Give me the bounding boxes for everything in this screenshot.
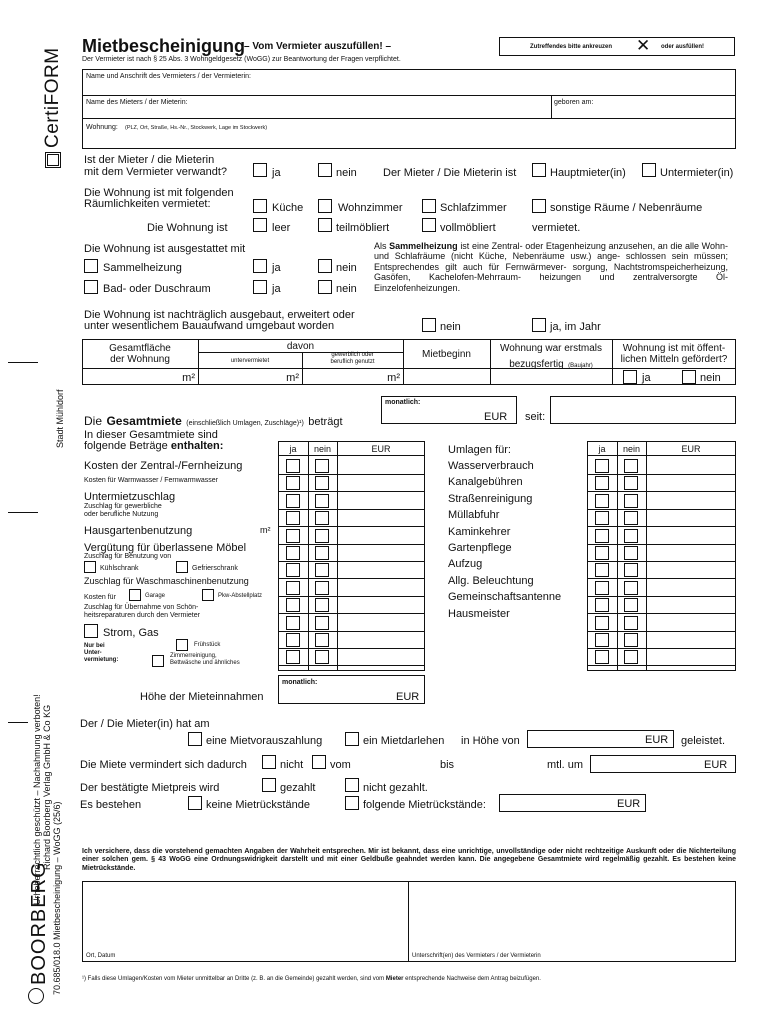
umlage-row-10-yes-checkbox[interactable] [595, 616, 609, 630]
sub-tenant-checkbox[interactable] [642, 163, 656, 177]
heating-no-checkbox[interactable] [318, 259, 332, 273]
total-area-unit: m² [182, 372, 195, 384]
left-cost-row-10-yes-checkbox[interactable] [286, 616, 300, 630]
flat-is-label: Die Wohnung ist [147, 222, 228, 234]
left-cost-row-9-no-checkbox[interactable] [315, 598, 329, 612]
cross-mark-icon: ✕ [636, 36, 651, 55]
rooms-question-1: Die Wohnung ist mit folgenden [84, 187, 234, 199]
copyright-note: Urheberrechtlich geschützt – Nachahmung verboten! [32, 694, 42, 905]
umlage-row-9-no-checkbox[interactable] [624, 598, 638, 612]
umlage-row-1-no-checkbox[interactable] [624, 459, 638, 473]
declaration-text: Ich versichere, dass die vorstehend gemachten Angaben der Wahrheit entsprechen. Mir ist bekannt, dass eine unrichtige, unvollständige oder nicht rechtzeitige Auskunft oder die Nichterteilung einer solchen gem. § 43 WoGG eine Ordnungswidrigkeit darstellt und mit einer Geldbuße geahndet werden kann. Die angegebene Gesamtmiete wird regelmäßig gezahlt. Es bestehen keine Mietrückstände. [82, 848, 736, 872]
umlage-row-8-yes-checkbox[interactable] [595, 581, 609, 595]
bath-checkbox[interactable] [84, 280, 98, 294]
form-subtitle: – Vom Vermieter auszufüllen! – [244, 41, 392, 52]
umlage-row-4-yes-checkbox[interactable] [595, 511, 609, 525]
reduced-from-checkbox[interactable] [312, 755, 326, 769]
no-arrears-checkbox[interactable] [188, 796, 202, 810]
place-date-field[interactable]: Ort, Datum [86, 953, 116, 959]
umlage-label: Müllabfuhr [448, 509, 500, 522]
empty-checkbox[interactable] [253, 218, 267, 232]
left-cost-row-5-no-checkbox[interactable] [315, 529, 329, 543]
left-cost-row-1-no-checkbox[interactable] [315, 459, 329, 473]
umlage-row-4-no-checkbox[interactable] [624, 511, 638, 525]
left-cost-row-2-yes-checkbox[interactable] [286, 476, 300, 490]
cost-heating: Kosten der Zentral-/Fernheizung [84, 460, 243, 472]
renovation-no-checkbox[interactable] [422, 318, 436, 332]
left-cost-row-10-no-checkbox[interactable] [315, 616, 329, 630]
public-funds-yes-checkbox[interactable] [623, 370, 637, 384]
umlage-label: Straßenreinigung [448, 492, 533, 505]
instruction-left: Zutreffendes bitte ankreuzen [530, 44, 613, 50]
heating-yes-checkbox[interactable] [253, 259, 267, 273]
form-title: Mietbescheinigung [82, 36, 246, 56]
rent-paid-checkbox[interactable] [262, 778, 276, 792]
landlord-signature-field[interactable]: Unterschrift(en) des Vermieters / der Vermieterin [412, 953, 541, 959]
left-cost-grid [278, 441, 425, 671]
footnote: ¹) Falls diese Umlagen/Kosten vom Mieter unmittelbar an Dritte (z. B. an die Gemeinde) gezahlt werden, sind vom Mieter entsprechende Nachweise dem Antrag beizufügen. [82, 976, 541, 982]
landlord-field[interactable]: Name und Anschrift des Vermieters / der Vermieterin: [86, 73, 251, 80]
signature-block [82, 881, 736, 962]
bedroom-checkbox[interactable] [422, 199, 436, 213]
relation-no-checkbox[interactable] [318, 163, 332, 177]
left-cost-row-8-no-checkbox[interactable] [315, 581, 329, 595]
umlage-row-2-yes-checkbox[interactable] [595, 476, 609, 490]
left-cost-row-2-no-checkbox[interactable] [315, 476, 329, 490]
umlage-row-1-yes-checkbox[interactable] [595, 459, 609, 473]
left-cost-row-9-yes-checkbox[interactable] [286, 598, 300, 612]
umlage-label: Gemeinschaftsantenne [448, 591, 562, 604]
umlage-label: Allg. Beleuchtung [448, 574, 534, 587]
heating-checkbox[interactable] [84, 259, 98, 273]
other-rooms-checkbox[interactable] [532, 199, 546, 213]
partly-furnished-checkbox[interactable] [318, 218, 332, 232]
umlage-row-3-yes-checkbox[interactable] [595, 494, 609, 508]
logo-squares-icon [45, 152, 61, 168]
loan-checkbox[interactable] [345, 732, 359, 746]
left-cost-row-6-no-checkbox[interactable] [315, 546, 329, 560]
umlage-label: Aufzug [448, 558, 483, 571]
renovation-yes-checkbox[interactable] [532, 318, 546, 332]
relation-question-2: mit dem Vermieter verwandt? [84, 166, 228, 178]
bath-yes-checkbox[interactable] [253, 280, 267, 294]
bath-no-checkbox[interactable] [318, 280, 332, 294]
flat-hint: (PLZ, Ort, Straße, Hs.-Nr., Stockwerk, Lage im Stockwerk) [125, 125, 268, 131]
umlage-row-11-no-checkbox[interactable] [624, 633, 638, 647]
umlage-row-12-no-checkbox[interactable] [624, 650, 638, 664]
form-number: 70.685/018.0 Mietbescheinigung – WoGG (25/6) [52, 801, 62, 995]
relation-yes-checkbox[interactable] [253, 163, 267, 177]
parking-checkbox[interactable] [202, 589, 214, 601]
tenant-is-label: Der Mieter / Die Mieterin ist [383, 167, 517, 179]
power-gas-checkbox[interactable] [84, 624, 98, 638]
fold-mark-bottom [8, 722, 28, 723]
umlage-row-2-no-checkbox[interactable] [624, 476, 638, 490]
umlage-row-11-yes-checkbox[interactable] [595, 633, 609, 647]
breakfast-checkbox[interactable] [176, 639, 188, 651]
fold-mark-middle [8, 512, 38, 513]
left-cost-row-11-yes-checkbox[interactable] [286, 633, 300, 647]
birthdate-field[interactable]: geboren am: [554, 99, 594, 106]
boorberg-logo: BOORBERG [28, 861, 50, 985]
publisher-note: Richard Boorberg Verlag GmbH & Co KG [42, 704, 52, 870]
total-rent-label: Die Gesamtmiete (einschließlich Umlagen, Zuschläge)¹) beträgt [84, 414, 343, 428]
legal-notice: Der Vermieter ist nach § 25 Abs. 3 Wohngeldgesetz (WoGG) zur Beantwortung der Fragen verpflichtet. [82, 56, 401, 63]
cost-furniture: Vergütung für überlassene Möbel [84, 542, 247, 554]
rent-not-paid-checkbox[interactable] [345, 778, 359, 792]
cost-warmwater: Kosten für Warmwasser / Fernwarmwasser [84, 477, 218, 484]
umlage-label: Hausmeister [448, 607, 510, 620]
freezer-checkbox[interactable] [176, 561, 188, 573]
fridge-checkbox[interactable] [84, 561, 96, 573]
instruction-right: oder ausfüllen! [661, 44, 705, 50]
umlage-row-7-yes-checkbox[interactable] [595, 563, 609, 577]
umlage-row-12-yes-checkbox[interactable] [595, 650, 609, 664]
right-cost-grid [587, 441, 736, 671]
prepayment-checkbox[interactable] [188, 732, 202, 746]
relation-question-1: Ist der Mieter / die Mieterin [84, 154, 215, 166]
main-tenant-checkbox[interactable] [532, 163, 546, 177]
umlage-label: Wasserverbrauch [448, 460, 534, 472]
umlage-row-10-no-checkbox[interactable] [624, 616, 638, 630]
fully-furnished-checkbox[interactable] [422, 218, 436, 232]
tenant-field[interactable]: Name des Mieters / der Mieterin: [86, 99, 188, 106]
rental-income-label: Höhe der Mieteinnahmen [140, 691, 264, 703]
stadt-label: Stadt Mühldorf [55, 389, 65, 448]
fold-mark-top [8, 362, 38, 363]
left-cost-row-5-yes-checkbox[interactable] [286, 529, 300, 543]
arrears-checkbox[interactable] [345, 796, 359, 810]
commercial-area-unit: m² [387, 372, 400, 384]
umlage-row-5-no-checkbox[interactable] [624, 529, 638, 543]
renovation-question-1: Die Wohnung ist nachträglich ausgebaut, erweitert oder [84, 309, 355, 321]
rooms-question-2: Räumlichkeiten vermietet: [84, 198, 211, 210]
rent-since-field[interactable] [550, 396, 736, 424]
umlage-label: Kanalgebühren [448, 476, 523, 489]
sublet-area-unit: m² [286, 372, 299, 384]
brand-logo: CertiFORM [42, 47, 64, 168]
left-cost-row-3-yes-checkbox[interactable] [286, 494, 300, 508]
umlage-row-6-yes-checkbox[interactable] [595, 546, 609, 560]
reduced-not-checkbox[interactable] [262, 755, 276, 769]
umlage-label: Kaminkehrer [448, 525, 511, 538]
left-cost-row-4-no-checkbox[interactable] [315, 511, 329, 525]
left-cost-row-4-yes-checkbox[interactable] [286, 511, 300, 525]
umlage-row-9-yes-checkbox[interactable] [595, 598, 609, 612]
boorberg-emblem-icon [28, 988, 44, 1004]
renovation-question-2: unter wesentlichem Bauaufwand umgebaut worden [84, 320, 335, 332]
left-cost-row-11-no-checkbox[interactable] [315, 633, 329, 647]
left-cost-row-6-yes-checkbox[interactable] [286, 546, 300, 560]
garage-checkbox[interactable] [129, 589, 141, 601]
cost-washer: Zuschlag für Waschmaschinenbenutzung [84, 576, 249, 586]
cleaning-checkbox[interactable] [152, 655, 164, 667]
left-cost-row-7-yes-checkbox[interactable] [286, 563, 300, 577]
flat-field[interactable]: Wohnung: [86, 124, 118, 131]
living-room-checkbox[interactable] [318, 199, 332, 213]
left-cost-row-12-yes-checkbox[interactable] [286, 650, 300, 664]
left-cost-row-12-no-checkbox[interactable] [315, 650, 329, 664]
equipment-question: Die Wohnung ist ausgestattet mit [84, 243, 246, 255]
left-cost-row-3-no-checkbox[interactable] [315, 494, 329, 508]
umlage-row-8-no-checkbox[interactable] [624, 581, 638, 595]
left-cost-row-1-yes-checkbox[interactable] [286, 459, 300, 473]
umlage-row-5-yes-checkbox[interactable] [595, 529, 609, 543]
umlage-row-7-no-checkbox[interactable] [624, 563, 638, 577]
heating-note: Als Sammelheizung ist eine Zentral- oder Etagenheizung anzusehen, an die alle Wohn- und Schlafräume (nicht Küche, Nebenräume usw.) ange- schlossen sein müssen; Entsprechendes gilt auch für Fernwärmever- sorgung, Nachtstromspeicherheizung, Gasöfen, Kachelofen-Mehrraum- heizungen und zentralversorgte Öl-Einzelofenheizungen. [374, 241, 728, 293]
kitchen-checkbox[interactable] [253, 199, 267, 213]
public-funds-no-checkbox[interactable] [682, 370, 696, 384]
cost-garden: Hausgartenbenutzung [84, 525, 193, 537]
umlage-row-6-no-checkbox[interactable] [624, 546, 638, 560]
left-cost-row-7-no-checkbox[interactable] [315, 563, 329, 577]
cost-sublet: Untermietzuschlag [84, 491, 176, 503]
left-cost-row-8-yes-checkbox[interactable] [286, 581, 300, 595]
address-block [82, 69, 736, 149]
umlage-label: Gartenpflege [448, 542, 512, 554]
umlage-row-3-no-checkbox[interactable] [624, 494, 638, 508]
